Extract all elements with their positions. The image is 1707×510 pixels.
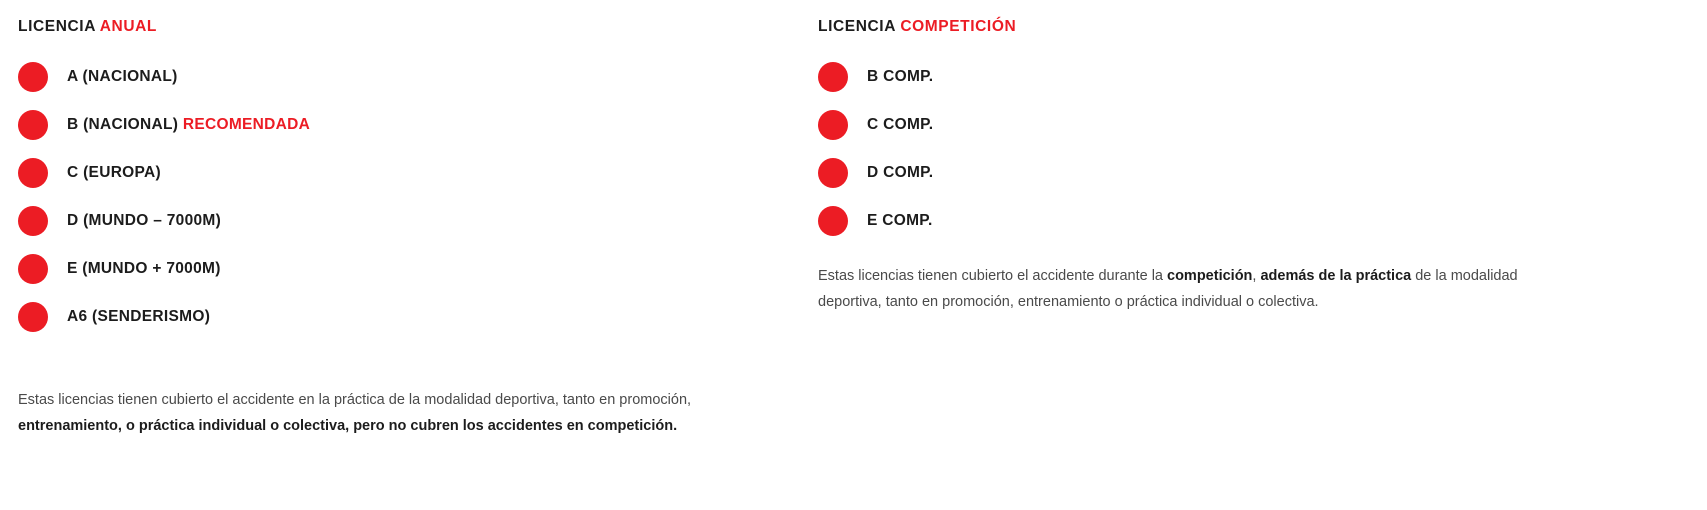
bullet-dot-icon xyxy=(18,254,48,284)
note-competicion-mid: , xyxy=(1252,267,1261,284)
list-item[interactable] xyxy=(18,110,778,140)
bullet-dot-icon xyxy=(18,158,48,188)
list-item-label-text: D COMP. xyxy=(867,164,934,181)
list-item-label xyxy=(67,212,221,230)
list-item-label-text: D (MUNDO – 7000M) xyxy=(67,212,222,229)
bullet-dot-icon xyxy=(18,206,48,236)
list-item[interactable] xyxy=(818,158,1578,188)
license-list-competicion xyxy=(818,62,1578,236)
list-item[interactable] xyxy=(18,302,778,332)
column-title-competicion-prefix: LICENCIA xyxy=(818,18,901,35)
column-title-anual-prefix: LICENCIA xyxy=(18,18,100,35)
note-competicion xyxy=(818,263,1518,317)
column-licencia-anual xyxy=(18,18,778,350)
note-competicion-text-2: de la modalidad deportiva, tanto en promoción, entrenamiento o práctica individual o colectiva. xyxy=(818,267,1518,311)
note-competicion-bold-2: además de la práctica xyxy=(1260,267,1412,284)
bullet-dot-icon xyxy=(18,302,48,332)
bullet-dot-icon xyxy=(818,206,848,236)
list-item[interactable] xyxy=(18,206,778,236)
bullet-dot-icon xyxy=(818,158,848,188)
list-item-label xyxy=(67,308,210,326)
list-item-label xyxy=(67,164,161,182)
list-item-label-text: E COMP. xyxy=(867,212,933,229)
list-item-label xyxy=(867,164,933,182)
note-competicion-bold-1: competición xyxy=(1167,267,1253,284)
bullet-dot-icon xyxy=(18,110,48,140)
list-item-label-text: C COMP. xyxy=(867,116,934,133)
list-item[interactable] xyxy=(18,158,778,188)
list-item-label xyxy=(67,68,178,86)
list-item-label-accent: RECOMENDADA xyxy=(182,116,311,133)
note-anual xyxy=(18,387,718,441)
list-item-label-text: B COMP. xyxy=(867,68,934,85)
column-licencia-competicion xyxy=(818,18,1578,254)
bullet-dot-icon xyxy=(818,62,848,92)
column-title-competicion xyxy=(818,18,1578,36)
list-item[interactable] xyxy=(818,110,1578,140)
list-item-label-text: C (EUROPA) xyxy=(67,164,161,181)
list-item-label xyxy=(867,68,933,86)
list-item[interactable] xyxy=(818,206,1578,236)
license-list-anual xyxy=(18,62,778,332)
list-item[interactable] xyxy=(18,62,778,92)
note-anual-bold-1: entrenamiento, o práctica individual o colectiva, pero no cubren los accidentes en competición. xyxy=(18,418,678,435)
list-item-label xyxy=(67,116,310,134)
list-item-label xyxy=(867,212,933,230)
bullet-dot-icon xyxy=(18,62,48,92)
column-title-anual xyxy=(18,18,778,36)
list-item-label-text: B (NACIONAL) xyxy=(67,116,183,133)
list-item[interactable] xyxy=(818,62,1578,92)
note-competicion-text-1: Estas licencias tienen cubierto el accidente durante la xyxy=(818,267,1168,284)
column-title-anual-accent: ANUAL xyxy=(99,18,157,35)
list-item-label-text: A6 (SENDERISMO) xyxy=(67,308,211,325)
list-item[interactable] xyxy=(18,254,778,284)
note-anual-text-1: Estas licencias tienen cubierto el accidente en la práctica de la modalidad deportiva, tanto en promoción, xyxy=(18,391,692,408)
list-item-label xyxy=(867,116,933,134)
bullet-dot-icon xyxy=(818,110,848,140)
list-item-label-text: A (NACIONAL) xyxy=(67,68,178,85)
list-item-label-text: E (MUNDO + 7000M) xyxy=(67,260,221,277)
column-title-competicion-accent: COMPETICIÓN xyxy=(900,18,1017,35)
list-item-label xyxy=(67,260,221,278)
